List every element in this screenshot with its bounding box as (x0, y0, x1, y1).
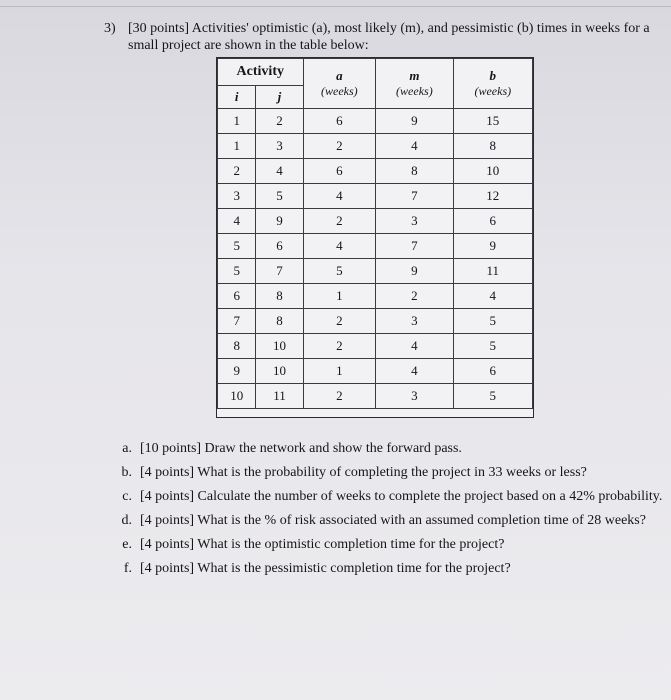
table-row (218, 159, 533, 184)
header-m-unit: (weeks) (396, 84, 433, 98)
header-m-symbol: m (409, 68, 420, 83)
cell-b: 9 (453, 234, 532, 259)
cell-j: 8 (256, 309, 303, 334)
cell-b: 12 (453, 184, 532, 209)
cell-a: 6 (303, 109, 376, 134)
table-row (218, 259, 533, 284)
part-label: b. (121, 465, 132, 480)
cell-b: 5 (453, 309, 532, 334)
question-part (106, 488, 666, 505)
question-part (106, 560, 666, 577)
cell-i: 7 (218, 309, 256, 334)
cell-b: 4 (453, 284, 532, 309)
table-row (218, 359, 533, 384)
cell-a: 1 (303, 284, 376, 309)
cell-i: 1 (218, 134, 256, 159)
cell-b: 15 (453, 109, 532, 134)
cell-a: 5 (303, 259, 376, 284)
cell-b: 5 (453, 334, 532, 359)
cell-b: 5 (453, 384, 532, 409)
cell-m: 8 (376, 159, 453, 184)
cell-j: 5 (256, 184, 303, 209)
table-row (218, 334, 533, 359)
question-part (106, 464, 666, 481)
cell-m: 7 (376, 184, 453, 209)
cell-j: 9 (256, 209, 303, 234)
cell-a: 2 (303, 209, 376, 234)
part-label: c. (122, 489, 132, 504)
cell-j: 8 (256, 284, 303, 309)
cell-i: 3 (218, 184, 256, 209)
header-a (303, 59, 376, 109)
activity-group-header: Activity (218, 59, 304, 86)
header-b-unit: (weeks) (474, 84, 512, 98)
cell-b: 8 (453, 134, 532, 159)
page-top-rule (0, 6, 671, 7)
table-row (218, 209, 533, 234)
cell-m: 4 (376, 359, 453, 384)
header-b (453, 59, 532, 109)
part-label: e. (122, 537, 132, 552)
cell-j: 10 (256, 359, 303, 384)
cell-a: 2 (303, 134, 376, 159)
cell-i: 9 (218, 359, 256, 384)
cell-j: 4 (256, 159, 303, 184)
header-i: i (218, 86, 256, 109)
cell-i: 10 (218, 384, 256, 409)
cell-m: 4 (376, 134, 453, 159)
cell-j: 2 (256, 109, 303, 134)
cell-i: 1 (218, 109, 256, 134)
cell-a: 1 (303, 359, 376, 384)
cell-m: 4 (376, 334, 453, 359)
table-row (218, 384, 533, 409)
cell-m: 3 (376, 384, 453, 409)
cell-a: 6 (303, 159, 376, 184)
header-j: j (256, 86, 303, 109)
cell-j: 3 (256, 134, 303, 159)
question-part (106, 512, 666, 529)
part-label: a. (122, 441, 132, 456)
activity-table (216, 57, 534, 418)
table-row (218, 134, 533, 159)
cell-i: 4 (218, 209, 256, 234)
cell-b: 6 (453, 209, 532, 234)
part-label: f. (123, 561, 132, 576)
header-b-symbol: b (489, 68, 497, 83)
cell-i: 5 (218, 234, 256, 259)
question-line-2: small project are shown in the table below: (128, 38, 369, 53)
cell-b: 10 (453, 159, 532, 184)
part-text: [4 points] What is the % of risk associated with an assumed completion time of 28 weeks? (140, 513, 646, 528)
table-row (218, 109, 533, 134)
table-row (218, 284, 533, 309)
part-text: [10 points] Draw the network and show the forward pass. (140, 441, 462, 456)
cell-i: 5 (218, 259, 256, 284)
header-a-symbol: a (336, 68, 343, 83)
cell-j: 6 (256, 234, 303, 259)
part-label: d. (121, 513, 132, 528)
question-parts (106, 440, 666, 584)
cell-m: 9 (376, 109, 453, 134)
cell-i: 8 (218, 334, 256, 359)
cell-m: 2 (376, 284, 453, 309)
cell-j: 10 (256, 334, 303, 359)
cell-a: 2 (303, 309, 376, 334)
table-row (218, 234, 533, 259)
table-row (218, 184, 533, 209)
cell-a: 4 (303, 234, 376, 259)
question-part (106, 536, 666, 553)
cell-j: 7 (256, 259, 303, 284)
header-a-unit: (weeks) (321, 84, 358, 98)
question-line-1: [30 points] Activities' optimistic (a), most likely (m), and pessimistic (b) times in weeks for a (128, 21, 650, 36)
table-body (218, 109, 533, 409)
cell-a: 2 (303, 334, 376, 359)
part-text: [4 points] What is the pessimistic completion time for the project? (140, 561, 511, 576)
cell-m: 7 (376, 234, 453, 259)
question-header (104, 20, 664, 54)
question-part (106, 440, 666, 457)
table-row (218, 309, 533, 334)
cell-b: 11 (453, 259, 532, 284)
cell-i: 6 (218, 284, 256, 309)
header-m (376, 59, 453, 109)
cell-b: 6 (453, 359, 532, 384)
cell-j: 11 (256, 384, 303, 409)
cell-m: 3 (376, 309, 453, 334)
cell-m: 3 (376, 209, 453, 234)
cell-a: 2 (303, 384, 376, 409)
part-text: [4 points] What is the optimistic completion time for the project? (140, 537, 505, 552)
part-text: [4 points] What is the probability of completing the project in 33 weeks or less? (140, 465, 587, 480)
question-number: 3) (104, 21, 116, 36)
cell-a: 4 (303, 184, 376, 209)
cell-m: 9 (376, 259, 453, 284)
part-text: [4 points] Calculate the number of weeks to complete the project based on a 42% probability. (140, 489, 663, 504)
cell-i: 2 (218, 159, 256, 184)
